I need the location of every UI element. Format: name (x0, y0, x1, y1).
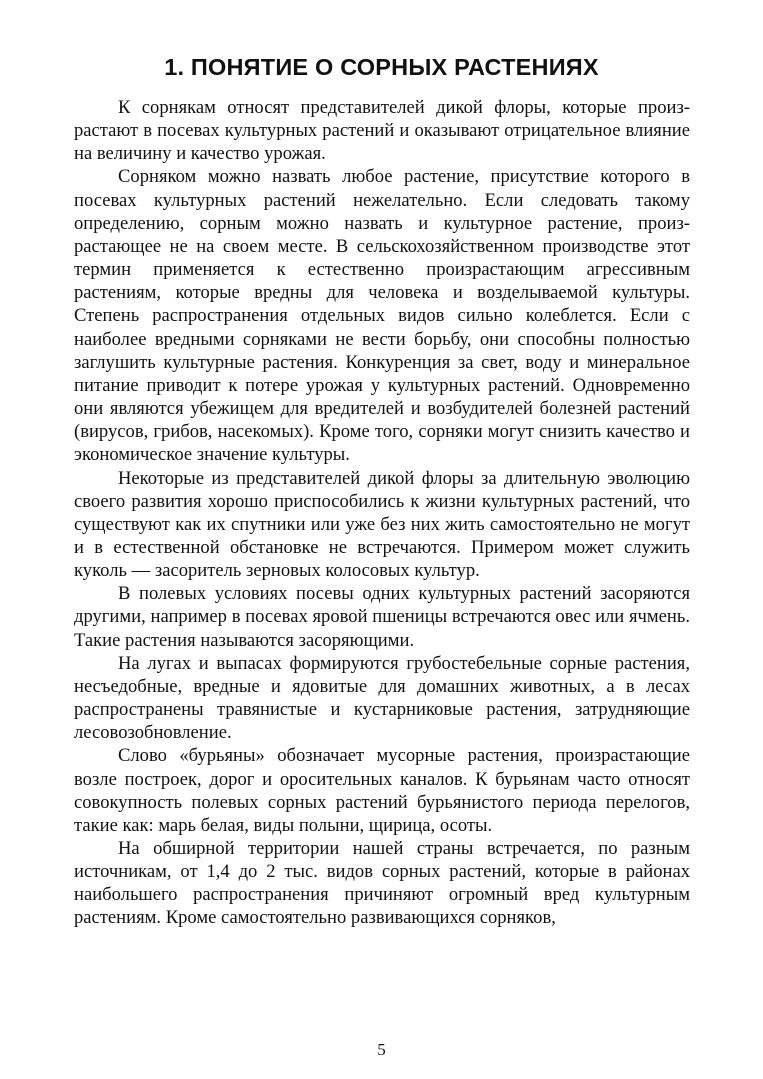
paragraph: Слово «бурьяны» обозначает мусорные растения, произрастающие возле построек, дорог и оросительных каналов. К бурьянам часто относят совокупность полевых сорных растений бурьянистого периода перелогов, такие как: марь белая, виды полыни, щирица, осоты. (74, 745, 690, 836)
chapter-title: 1. ПОНЯТИЕ О СОРНЫХ РАСТЕНИЯХ (164, 54, 599, 80)
body-text (74, 96, 690, 930)
paragraph: В полевых условиях посевы одних культурных растений засоряются другими, например в посевах яровой пшеницы встречаются овес или ячмень. Такие растения называются засоряющими. (74, 583, 690, 651)
paragraph: На обширной территории нашей страны встречается, по разным источникам, от 1,4 до 2 тыс. видов сорных растений, которые в районах наибольшего распространения причиняют огромный вред культурным растениям. Кроме самостоятельно развивающихся сорняков, (74, 838, 690, 929)
paragraph: Сорняком можно назвать любое растение, присутствие которого в посевах культурных растений нежелательно. Если следовать такому определению, сорным можно назвать и культурное растение, произрастающее не на своем месте. В сельскохозяйственном производстве этот термин применяется к естественно произрастающим агрессивным растениям, которые вредны для человека и возделываемой культуры. Степень распространения отдельных видов сильно колеблется. Если с наиболее вредными сорняками не вести борьбу, они способны полностью заглушить культурные растения. Конкуренция за свет, воду и минеральное питание приводит к потере урожая у культурных растений. Одновременно они являются убежищем для вредителей и возбудителей болезней растений (вирусов, грибов, насекомых). Кроме того, сорняки могут снизить качество и экономическое значение культуры. (74, 166, 690, 466)
paragraph: К сорнякам относят представителей дикой флоры, которые произрастают в посевах культурных растений и оказывают отрицательное влияние на величину и качество урожая. (74, 97, 690, 165)
paragraph: На лугах и выпасах формируются грубостебельные сорные растения, несъедобные, вредные и ядовитые для домашних животных, а в лесах распространены травянистые и кустарниковые растения, затрудняющие лесовозобновление. (74, 652, 690, 744)
paragraph: Некоторые из представителей дикой флоры за длительную эволюцию своего развития хорошо приспособились к жизни культурных растений, что существуют как их спутники или уже без них жить самостоятельно не могут и в естественной обстановке не встречаются. Примером может служить куколь — засоритель зерновых колосовых культур. (74, 467, 690, 582)
page-number: 5 (377, 1040, 386, 1059)
